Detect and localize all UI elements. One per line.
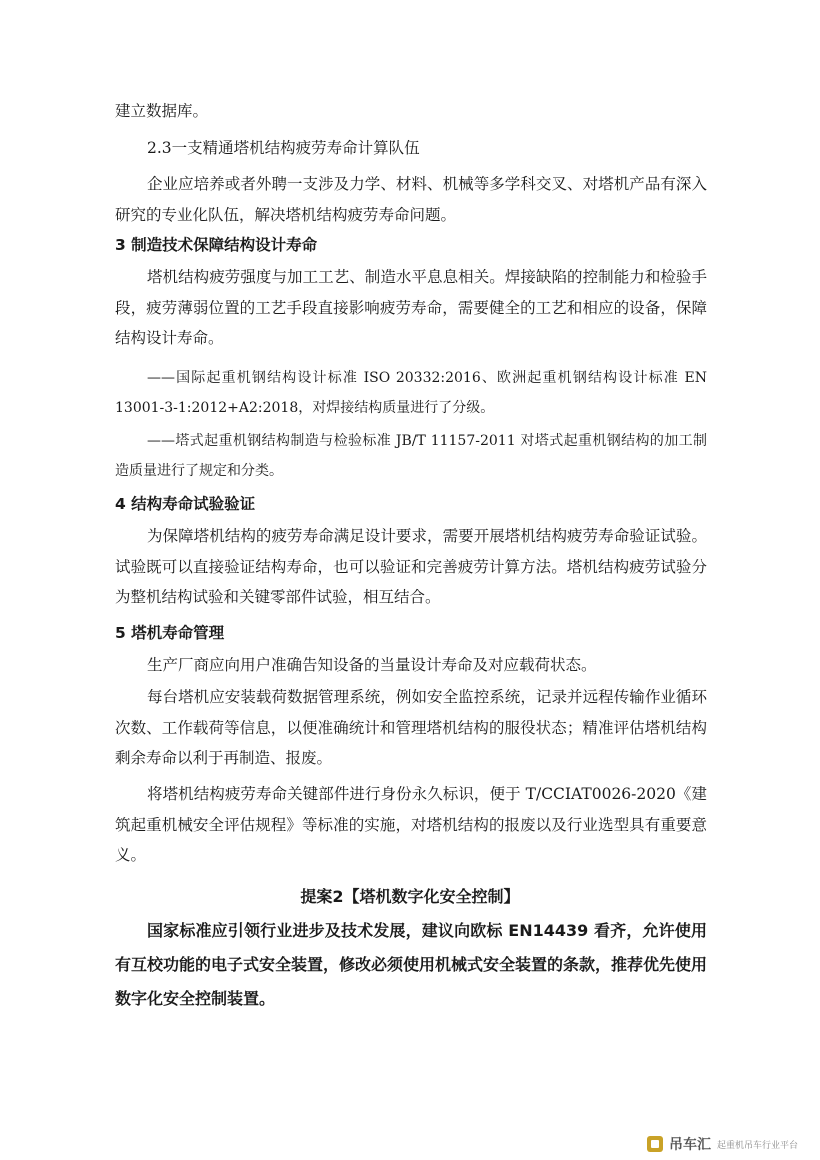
paragraph-team: 企业应培养或者外聘一支涉及力学、材料、机械等多学科交叉、对塔机产品有深入研究的专业化队伍，解决塔机结构疲劳寿命问题。 bbox=[115, 175, 707, 224]
paragraph-iso-standard: ——国际起重机钢结构设计标准 ISO 20332:2016、欧洲起重机钢结构设计标准 EN 13001-3-1:2012+A2:2018，对焊接结构质量进行了分级。 bbox=[115, 370, 707, 416]
crane-logo-icon bbox=[647, 1136, 663, 1152]
paragraph-manufacturer-notice: 生产厂商应向用户准确告知设备的当量设计寿命及对应载荷状态。 bbox=[147, 656, 597, 674]
paragraph-jbt-standard: ——塔式起重机钢结构制造与检验标准 JB/T 11157-2011 对塔式起重机钢结构的加工制造质量进行了规定和分类。 bbox=[115, 433, 707, 479]
section-heading-2-3: 2.3一支精通塔机结构疲劳寿命计算队伍 bbox=[147, 139, 420, 157]
watermark-brand: 吊车汇 bbox=[668, 1137, 711, 1153]
section-heading-5: 5 塔机寿命管理 bbox=[115, 624, 225, 642]
paragraph-load-system: 每台塔机应安装载荷数据管理系统，例如安全监控系统，记录并远程传输作业循环次数、工作载荷等信息，以便准确统计和管理塔机结构的服役状态；精准评估塔机结构剩余寿命以利于再制造、报废。 bbox=[115, 688, 707, 767]
paragraph-manufacturing: 塔机结构疲劳强度与加工工艺、制造水平息息相关。焊接缺陷的控制能力和检验手段，疲劳薄弱位置的工艺手段直接影响疲劳寿命，需要健全的工艺和相应的设备，保障结构设计寿命。 bbox=[115, 268, 707, 347]
section-heading-3: 3 制造技术保障结构设计寿命 bbox=[115, 236, 318, 254]
proposal-title: 提案2【塔机数字化安全控制】 bbox=[300, 887, 520, 906]
watermark bbox=[647, 1134, 798, 1154]
section-heading-4: 4 结构寿命试验验证 bbox=[115, 495, 256, 513]
proposal-body: 国家标准应引领行业进步及技术发展，建议向欧标 EN14439 看齐，允许使用有互校功能的电子式安全装置，修改必须使用机械式安全装置的条款，推荐优先使用数字化安全控制装置。 bbox=[115, 921, 708, 1008]
paragraph-identification: 将塔机结构疲劳寿命关键部件进行身份永久标识，便于 T/CCIAT0026-2020《建筑起重机械安全评估规程》等标准的实施，对塔机结构的报废以及行业选型具有重要意义。 bbox=[115, 785, 707, 864]
paragraph-line: 建立数据库。 bbox=[115, 102, 209, 120]
paragraph-verification: 为保障塔机结构的疲劳寿命满足设计要求，需要开展塔机结构疲劳寿命验证试验。试验既可以直接验证结构寿命，也可以验证和完善疲劳计算方法。塔机结构疲劳试验分为整机结构试验和关键零部件试验，相互结合。 bbox=[115, 527, 707, 606]
watermark-subtitle: 起重机吊车行业平台 bbox=[716, 1140, 798, 1151]
